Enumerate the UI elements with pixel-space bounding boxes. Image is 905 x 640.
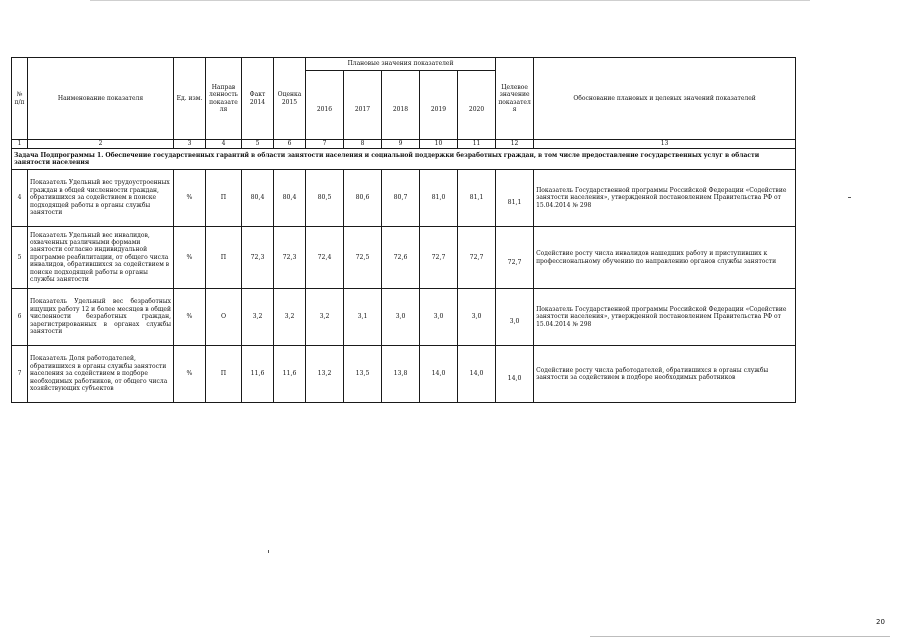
row-basis: Показатель Государственной программы Российской Федерации «Содействие занятости населения», утвержденной постановлением Правительства РФ от 15.04.2014 № 298: [534, 170, 796, 227]
header-row-top: [12, 58, 796, 71]
row-plan-value: 81,1: [458, 170, 496, 227]
header-basis: Обоснование плановых и целевых значений показателей: [534, 58, 796, 140]
row-unit: %: [174, 346, 206, 403]
scan-speck: [268, 550, 269, 553]
column-number: 8: [344, 140, 382, 149]
header-target: Целевое значение показателя: [496, 58, 534, 140]
row-number: 4: [12, 170, 28, 227]
column-number: 3: [174, 140, 206, 149]
row-indicator-name: Показатель Удельный вес безработных ищущих работу 12 и более месяцев в общей численности безработных граждан, зарегистрированных в органах службы занятости: [28, 289, 174, 346]
row-number: 5: [12, 227, 28, 289]
row-number: 7: [12, 346, 28, 403]
row-plan-value: 81,0: [420, 170, 458, 227]
task-title: Задача Подпрограммы 1. Обеспечение государственных гарантий в области занятости населения и социальной поддержки безработных граждан, в том числе предоставление государственных услуг в области занятости населения: [12, 149, 796, 170]
header-direction: Направ ленность показателя: [206, 58, 242, 140]
header-estimate: Оценка 2015: [274, 58, 306, 140]
row-direction: П: [206, 346, 242, 403]
row-plan-value: 3,2: [306, 289, 344, 346]
table-row: [12, 227, 796, 289]
row-plan-value: 14,0: [458, 346, 496, 403]
header-year: [306, 71, 344, 140]
row-estimate: 3,2: [274, 289, 306, 346]
row-plan-value: 72,6: [382, 227, 420, 289]
row-target: [496, 346, 534, 403]
row-plan-value: 3,1: [344, 289, 382, 346]
row-target-value: 72,7: [507, 258, 522, 266]
row-indicator-name: Показатель Удельный вес трудоустроенных граждан в общей численности граждан, обратившихся за содействием в поиске подходящей работы в органы службы занятости: [28, 170, 174, 227]
scan-edge-line: [590, 636, 890, 637]
row-unit: %: [174, 289, 206, 346]
row-target-value: 81,1: [507, 199, 522, 207]
row-number: 6: [12, 289, 28, 346]
row-plan-value: 13,8: [382, 346, 420, 403]
row-estimate: 80,4: [274, 170, 306, 227]
column-number: 5: [242, 140, 274, 149]
row-basis: Показатель Государственной программы Российской Федерации «Содействие занятости населения», утвержденной постановлением Правительства РФ от 15.04.2014 № 298: [534, 289, 796, 346]
row-direction: П: [206, 170, 242, 227]
row-target: [496, 227, 534, 289]
row-basis: Содействие росту числа инвалидов нашедших работу и приступивших к профессиональному обучению по направлению органов службы занятости: [534, 227, 796, 289]
row-indicator-name: Показатель Доля работодателей, обратившихся в органы службы занятости населения за содействием в подборе необходимых работников, от общего числа хозяйствующих субъектов: [28, 346, 174, 403]
row-unit: %: [174, 170, 206, 227]
column-number: 2: [28, 140, 174, 149]
task-row: [12, 149, 796, 170]
row-fact: 80,4: [242, 170, 274, 227]
row-target-value: 14,0: [507, 375, 522, 383]
column-number: 13: [534, 140, 796, 149]
table-row: [12, 289, 796, 346]
header-planned-group: Плановые значения показателей: [306, 58, 496, 71]
row-plan-value: 80,6: [344, 170, 382, 227]
header-year-label: 2017: [354, 106, 371, 114]
header-year: [382, 71, 420, 140]
row-plan-value: 72,4: [306, 227, 344, 289]
header-fact: Факт 2014: [242, 58, 274, 140]
scan-edge-line: [90, 0, 810, 1]
column-number: 6: [274, 140, 306, 149]
row-target: [496, 170, 534, 227]
header-year-label: 2018: [392, 106, 409, 114]
row-plan-value: 13,2: [306, 346, 344, 403]
row-fact: 3,2: [242, 289, 274, 346]
row-estimate: 11,6: [274, 346, 306, 403]
row-direction: О: [206, 289, 242, 346]
row-plan-value: 80,7: [382, 170, 420, 227]
header-unit: Ед. изм.: [174, 58, 206, 140]
header-year: [420, 71, 458, 140]
header-year: [344, 71, 382, 140]
row-target-value: 3,0: [509, 318, 520, 326]
row-plan-value: 3,0: [382, 289, 420, 346]
indicators-table: [11, 57, 796, 403]
table-row: [12, 170, 796, 227]
row-plan-value: 80,5: [306, 170, 344, 227]
header-year-label: 2019: [430, 106, 447, 114]
header-year-label: 2016: [316, 106, 333, 114]
column-number: 12: [496, 140, 534, 149]
row-basis: Содействие росту числа работодателей, обратившихся в органы службы занятости за содействием в подборе необходимых работников: [534, 346, 796, 403]
column-number: 11: [458, 140, 496, 149]
header-year: [458, 71, 496, 140]
row-plan-value: 3,0: [420, 289, 458, 346]
row-target: [496, 289, 534, 346]
row-fact: 11,6: [242, 346, 274, 403]
row-plan-value: 72,5: [344, 227, 382, 289]
column-number-row: [12, 140, 796, 149]
column-number: 4: [206, 140, 242, 149]
column-number: 10: [420, 140, 458, 149]
page-number: 20: [876, 618, 885, 626]
column-number: 1: [12, 140, 28, 149]
column-number: 7: [306, 140, 344, 149]
table-row: [12, 346, 796, 403]
header-year-label: 2020: [468, 106, 485, 114]
row-plan-value: 72,7: [458, 227, 496, 289]
column-number: 9: [382, 140, 420, 149]
scan-speck: [848, 197, 851, 198]
row-indicator-name: Показатель Удельный вес инвалидов, охваченных различными формами занятости согласно индивидуальной программе реабилитации, от общего числа инвалидов, обратившихся за содействием в поиске подходящей работы в органы службы занятости: [28, 227, 174, 289]
row-plan-value: 72,7: [420, 227, 458, 289]
row-plan-value: 3,0: [458, 289, 496, 346]
row-plan-value: 14,0: [420, 346, 458, 403]
header-name: Наименование показателя: [28, 58, 174, 140]
header-num: № п/п: [12, 58, 28, 140]
row-fact: 72,3: [242, 227, 274, 289]
row-unit: %: [174, 227, 206, 289]
row-estimate: 72,3: [274, 227, 306, 289]
row-plan-value: 13,5: [344, 346, 382, 403]
row-direction: П: [206, 227, 242, 289]
